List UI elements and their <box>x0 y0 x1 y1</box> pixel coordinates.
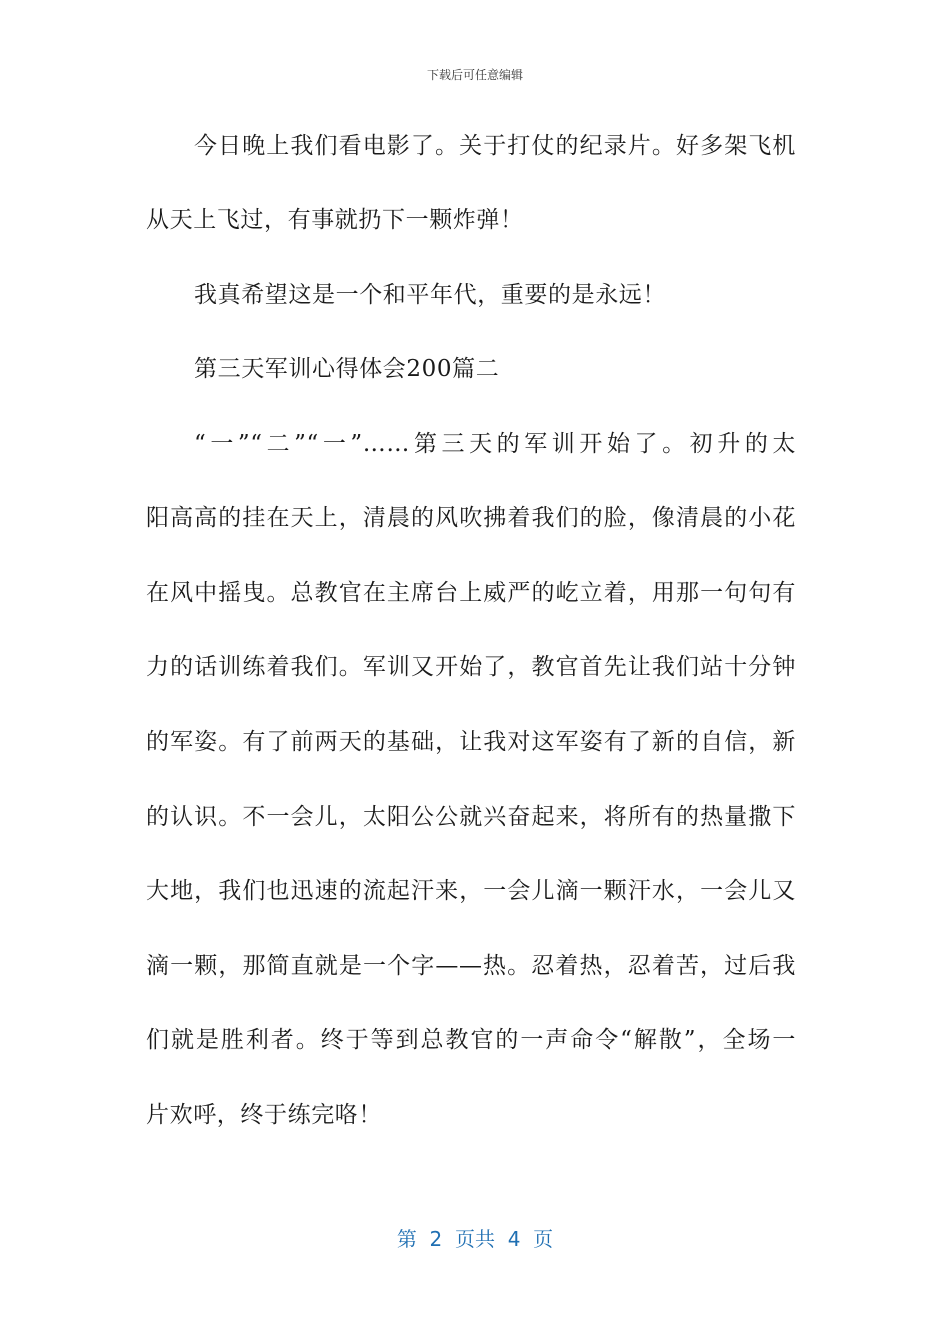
paragraph-line: 在风中摇曳。总教官在主席台上威严的屹立着，用那一句句有 <box>146 580 796 606</box>
section-heading: 第三天军训心得体会200篇二 <box>194 356 500 382</box>
paragraph-line: 我真希望这是一个和平年代，重要的是永远！ <box>194 282 666 308</box>
paragraph-line: 从天上飞过，有事就扔下一颗炸弹！ <box>146 207 524 233</box>
header-note: 下载后可任意编辑 <box>426 68 523 82</box>
paragraph-line: 滴一颗，那简直就是一个字——热。忍着热，忍着苦，过后我 <box>146 953 796 979</box>
paragraph-line: 大地，我们也迅速的流起汗来，一会儿滴一颗汗水，一会儿又 <box>146 878 796 904</box>
paragraph-line: 们就是胜利者。终于等到总教官的一声命令“解散”，全场一 <box>146 1027 796 1053</box>
paragraph-line: 今日晚上我们看电影了。关于打仗的纪录片。好多架飞机 <box>194 133 796 159</box>
paragraph-line: 阳高高的挂在天上，清晨的风吹拂着我们的脸，像清晨的小花 <box>146 505 796 531</box>
paragraph-line: “一”“二”“一”……第三天的军训开始了。初升的太 <box>194 431 796 457</box>
paragraph-line: 片欢呼，终于练完咯！ <box>146 1102 382 1128</box>
paragraph-line: 的军姿。有了前两天的基础，让我对这军姿有了新的自信，新 <box>146 729 796 755</box>
paragraph-line: 的认识。不一会儿，太阳公公就兴奋起来，将所有的热量撒下 <box>146 804 796 830</box>
page-indicator: 第 2 页共 4 页 <box>396 1227 554 1251</box>
paragraph-line: 力的话训练着我们。军训又开始了，教官首先让我们站十分钟 <box>146 654 796 680</box>
